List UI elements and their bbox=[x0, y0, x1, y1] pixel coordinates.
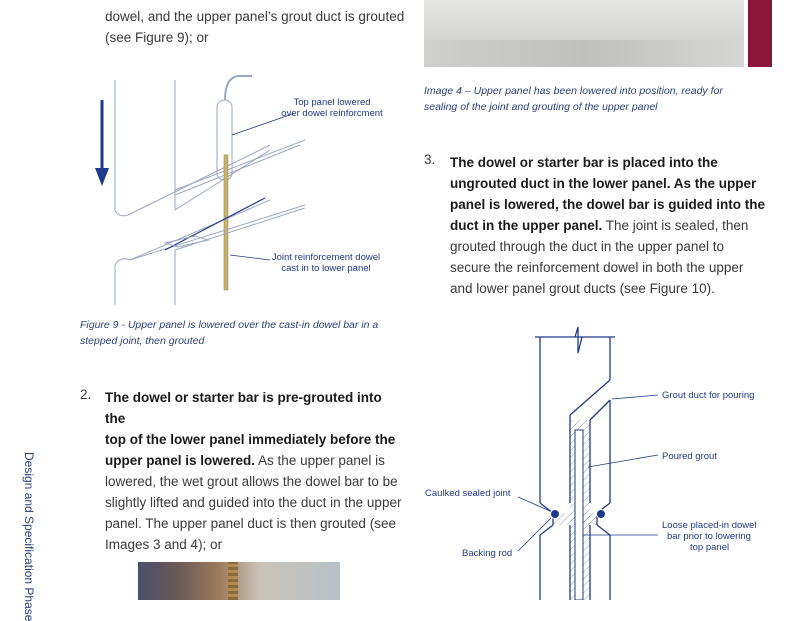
item-3-bold: The dowel or starter bar is placed into the bbox=[450, 155, 718, 170]
para-line: (see Figure 9); or bbox=[105, 30, 209, 45]
side-section-label-text: Design and Specification Phase bbox=[22, 452, 36, 621]
item-2-line: lowered, the wet grout allows the dowel bar to be bbox=[105, 474, 398, 489]
fig9-label-top-1: Top panel lowered bbox=[293, 97, 371, 108]
backing-rod-right bbox=[597, 510, 606, 519]
photo-texture bbox=[424, 40, 744, 67]
photo-dowel bbox=[228, 562, 238, 600]
image-4-caption bbox=[424, 83, 754, 115]
figure-9-diagram bbox=[80, 70, 400, 310]
item-2-bold: The dowel or starter bar is pre-grouted into the bbox=[105, 390, 382, 426]
dowel-bar bbox=[224, 155, 228, 290]
fig10-label-caulked: Caulked sealed joint bbox=[425, 488, 511, 499]
paragraph-top-continuation bbox=[105, 0, 405, 48]
item-3-bold: duct in the upper panel. bbox=[450, 218, 603, 233]
image-3-photo bbox=[138, 562, 340, 600]
item-3-line: and lower panel grout ducts (see Figure 10). bbox=[450, 281, 715, 296]
item-3-text-run: The joint is sealed, then bbox=[602, 218, 749, 233]
fig10-label-backing-rod: Backing rod bbox=[462, 548, 513, 559]
fig10-label-poured-grout: Poured grout bbox=[662, 451, 717, 462]
fig9-label-bottom-2: cast in to lower panel bbox=[281, 263, 371, 274]
item-3-bold: panel is lowered, the dowel bar is guided into the bbox=[450, 197, 766, 212]
item-3-text bbox=[450, 152, 770, 299]
item-2-line: panel. The upper panel duct is then grouted (see bbox=[105, 516, 396, 531]
item-3-line: grouted through the duct in the upper panel to bbox=[450, 239, 724, 254]
item-2-text-run: As the upper panel is bbox=[255, 453, 385, 468]
leader-bottom bbox=[230, 255, 270, 260]
fig9-label-bottom-1: Joint reinforcement dowel bbox=[271, 252, 381, 263]
item-2-bold: top of the lower panel immediately before the bbox=[105, 432, 396, 447]
item-2-bold: upper panel is lowered. bbox=[105, 453, 256, 468]
figure-10-diagram bbox=[420, 325, 780, 600]
item-3-bold: ungrouted duct in the lower panel. As the upper bbox=[450, 176, 757, 191]
down-arrow-head bbox=[95, 168, 109, 186]
item-3-number: 3. bbox=[424, 152, 436, 167]
fig10-label-loose-2: bar prior to lowering bbox=[667, 531, 751, 542]
fig9-label-top-2: over dowel reinforcment bbox=[281, 108, 383, 119]
fig10-label-loose-3: top panel bbox=[690, 542, 730, 553]
item-3-line: secure the reinforcement dowel in both the upper bbox=[450, 260, 744, 275]
figure-9-caption bbox=[80, 317, 400, 349]
item-2-line: slightly lifted and guided into the duct in the upper bbox=[105, 495, 402, 510]
joint-line bbox=[165, 198, 265, 250]
accent-bar bbox=[748, 0, 772, 67]
item-2-text bbox=[105, 387, 405, 555]
item-2-line: Images 3 and 4); or bbox=[105, 537, 223, 552]
dowel-bar bbox=[575, 430, 583, 600]
para-line: dowel, and the upper panel’s grout duct is grouted bbox=[105, 9, 405, 24]
upper-panel-lines bbox=[115, 80, 305, 216]
item-2-number: 2. bbox=[80, 387, 92, 402]
fig10-label-loose-1: Loose placed-in dowel bbox=[662, 520, 757, 531]
bearing-pad bbox=[165, 236, 208, 247]
image-4-photo bbox=[424, 0, 744, 67]
fig10-label-grout-duct: Grout duct for pouring bbox=[662, 390, 755, 401]
caption-line: stepped joint, then grouted bbox=[80, 335, 205, 347]
caption-line: Image 4 – Upper panel has been lowered into position, ready for bbox=[424, 85, 723, 97]
caption-line: Figure 9 - Upper panel is lowered over the cast-in dowel bar in a bbox=[80, 319, 379, 331]
caption-line: sealing of the joint and grouting of the upper panel bbox=[424, 101, 658, 113]
side-section-label bbox=[18, 452, 38, 621]
backing-rod-left bbox=[551, 510, 560, 519]
